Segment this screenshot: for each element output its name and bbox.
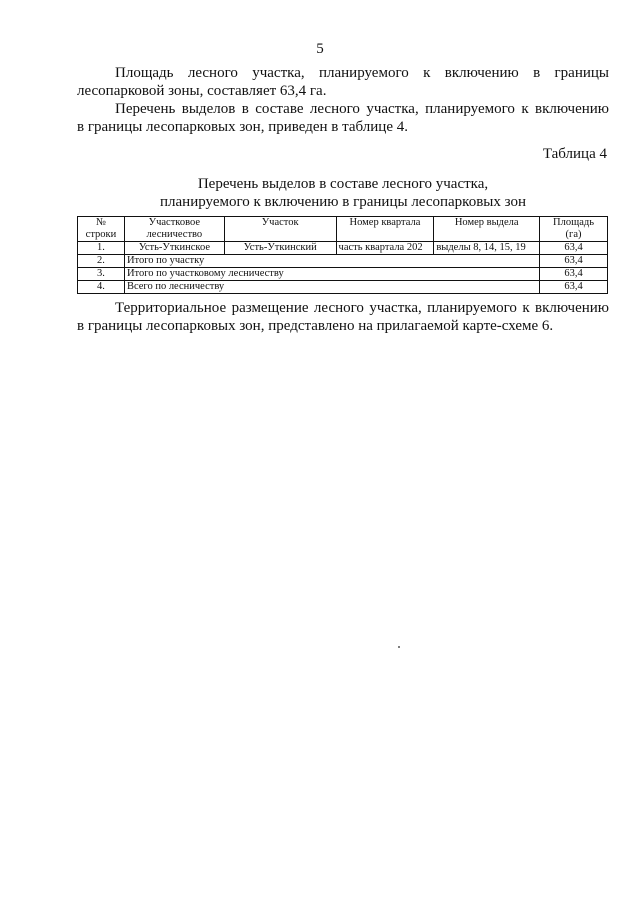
cell-quarter: часть квартала 202 (336, 242, 434, 255)
allotments-table (77, 216, 608, 294)
cell-row-number: 3. (78, 268, 125, 281)
header-forestry: Участковое лесничество (124, 217, 224, 242)
paragraph-list-line-1: Перечень выделов в составе лесного участка, планируемого к включению (115, 101, 609, 117)
paragraph-area-line-2: лесопарковой зоны, составляет 63,4 га. (77, 83, 327, 99)
header-plot: Участок (224, 217, 336, 242)
cell-area: 63,4 (540, 281, 608, 294)
paragraph-list-line-2: в границы лесопарковых зон, приведен в таблице 4. (77, 119, 408, 135)
table-row (78, 281, 608, 294)
cell-plot: Усть-Уткинский (224, 242, 336, 255)
cell-total-label: Итого по участковому лесничеству (124, 268, 539, 281)
cell-forestry: Усть-Уткинское (124, 242, 224, 255)
paragraph-map-line-2: в границы лесопарковых зон, представлено на прилагаемой карте-схеме 6. (77, 318, 554, 334)
header-row-number: № строки (78, 217, 125, 242)
header-area: Площадь (га) (540, 217, 608, 242)
cell-area: 63,4 (540, 242, 608, 255)
cell-total-label: Всего по лесничеству (124, 281, 539, 294)
table-caption-line-2: планируемого к включению в границы лесопарковых зон (160, 194, 526, 210)
paragraph-map-line-1: Территориальное размещение лесного участка, планируемого к включению (115, 300, 609, 316)
header-quarter: Номер квартала (336, 217, 434, 242)
cell-row-number: 1. (78, 242, 125, 255)
table-label: Таблица 4 (542, 146, 607, 162)
cell-area: 63,4 (540, 255, 608, 268)
table-row (78, 242, 608, 255)
page-number: 5 (316, 41, 324, 57)
cell-row-number: 2. (78, 255, 125, 268)
cell-total-label: Итого по участку (124, 255, 539, 268)
table-header-row (78, 217, 608, 242)
table-row (78, 268, 608, 281)
header-allotment: Номер выдела (434, 217, 540, 242)
scan-speck (398, 646, 400, 648)
cell-row-number: 4. (78, 281, 125, 294)
cell-area: 63,4 (540, 268, 608, 281)
table-caption-line-1: Перечень выделов в составе лесного участка, (197, 176, 489, 192)
paragraph-area-line-1: Площадь лесного участка, планируемого к включению в границы (115, 65, 609, 81)
table-caption (77, 175, 609, 211)
table-row (78, 255, 608, 268)
cell-allotment: выделы 8, 14, 15, 19 (434, 242, 540, 255)
